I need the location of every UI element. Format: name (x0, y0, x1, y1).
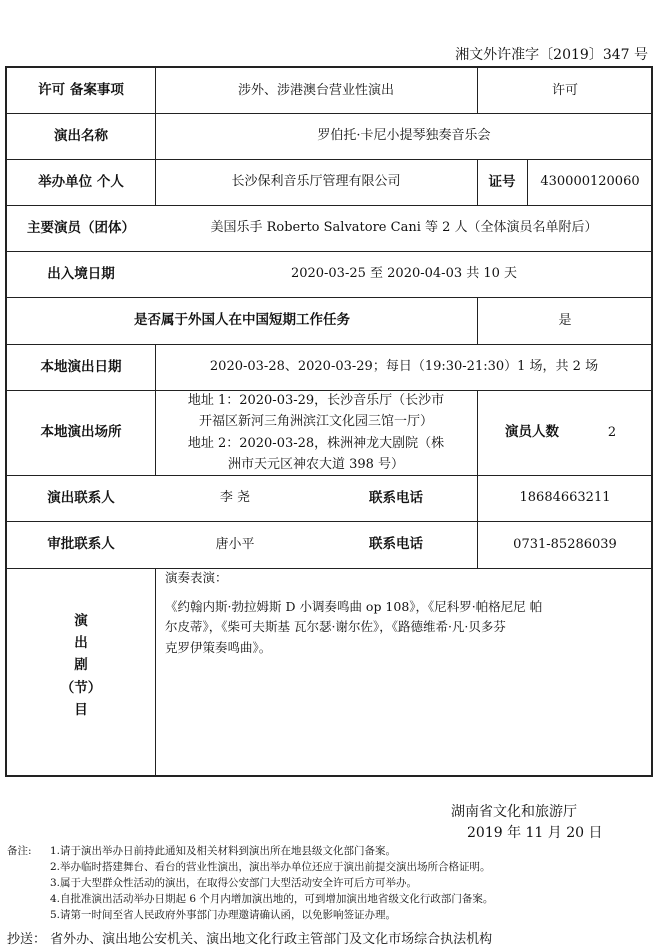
venue-line: 开福区新河三角洲滨江文化园三馆一厅） (198, 414, 433, 430)
approver-phone-label: 联系电话 (369, 536, 423, 553)
license-label: 证号 (488, 173, 516, 190)
cc-list: 抄送： 省外办、演出地公安机关、演出地文化行政主管部门及文化市场综合执法机构 (7, 932, 493, 947)
issue-date: 2019 年 11 月 20 日 (467, 825, 603, 841)
note-item: 4.自批准演出活动举办日期起 6 个月内增加演出地的，可到增加演出地省级文化行政部门备案。 (50, 893, 494, 905)
issuer: 湖南省文化和旅游厅 (451, 804, 577, 820)
short-term-value: 是 (558, 312, 572, 328)
contact-name: 李 尧 (219, 490, 251, 506)
performers-label: 主要演员（团体） (27, 219, 135, 236)
program-label (7, 568, 155, 777)
permit-table (5, 66, 653, 777)
program-intro: 演奏表演： (165, 570, 228, 585)
performer-count-value: 2 (607, 424, 617, 440)
approver-name: 唐小平 (215, 536, 255, 552)
entry-exit-value: 2020-03-25 至 2020-04-03 共 10 天 (290, 266, 518, 282)
program-label-char: （节） (60, 679, 102, 696)
program-line: 尔皮蒂》，《柴可夫斯基 瓦尔瑟·谢尔佐》，《路德维希·凡·贝多芬 (165, 619, 506, 635)
program-label-char: 演 (74, 612, 88, 629)
note-item: 1.请于演出举办日前持此通知及相关材料到演出所在地县级文化部门备案。 (50, 845, 397, 857)
local-dates-label: 本地演出日期 (40, 358, 122, 375)
contact-phone-label: 联系电话 (369, 489, 423, 506)
venue-line: 洲市天元区神农大道 398 号） (227, 456, 405, 472)
venues-label: 本地演出场所 (40, 424, 122, 441)
contact-label: 演出联系人 (47, 489, 115, 506)
permit-result: 许可 (551, 82, 578, 98)
organizer-label: 举办单位 个人 (38, 173, 124, 190)
entry-exit-label: 出入境日期 (47, 265, 115, 282)
program-line: 《约翰内斯·勃拉姆斯 D 小调奏鸣曲 op 108》，《尼科罗·帕格尼尼 帕 (165, 598, 543, 614)
show-name-label: 演出名称 (54, 127, 108, 144)
program-label-char: 目 (74, 701, 88, 718)
contact-phone: 18684663211 (519, 490, 611, 506)
local-dates-value: 2020-03-28、2020-03-29；每日（19:30-21:30）1 场，共 2 场 (209, 359, 599, 375)
note-item: 5.请第一时间至省人民政府外事部门办理邀请确认函，以免影响签证办理。 (50, 909, 397, 921)
program-label-char: 剧 (74, 657, 88, 674)
venue-line: 地址 1：2020-03-29，长沙音乐厅（长沙市 (187, 392, 445, 408)
notes-label: 备注: (7, 845, 32, 857)
note-item: 3.属于大型群众性活动的演出，在取得公安部门大型活动安全许可后方可举办。 (50, 877, 418, 889)
approver-label: 审批联系人 (47, 536, 115, 553)
approver-phone: 0731-85286039 (513, 536, 617, 552)
document-number: 湘文外许准字〔2019〕347 号 (455, 47, 648, 63)
organizer-value: 长沙保利音乐厅管理有限公司 (231, 174, 401, 190)
performer-count-label: 演员人数 (505, 424, 559, 441)
permit-label: 许可 备案事项 (38, 82, 124, 99)
program-label-char: 出 (74, 635, 88, 652)
program-line: 克罗伊策奏鸣曲》。 (165, 639, 272, 655)
venues-value (155, 390, 477, 475)
performers-value: 美国乐手 Roberto Salvatore Cani 等 2 人（全体演员名单附后） (210, 220, 598, 236)
permit-value: 涉外、涉港澳台营业性演出 (237, 82, 394, 98)
show-name-value: 罗伯托·卡尼小提琴独奏音乐会 (317, 128, 491, 144)
program-value (155, 568, 653, 777)
venue-line: 地址 2：2020-03-28，株洲神龙大剧院（株 (187, 435, 445, 451)
short-term-label: 是否属于外国人在中国短期工作任务 (134, 312, 350, 329)
note-item: 2.举办临时搭建舞台、看台的营业性演出，演出举办单位还应于演出前提交演出场所合格证明。 (50, 861, 491, 873)
license-value: 430000120060 (540, 174, 640, 190)
